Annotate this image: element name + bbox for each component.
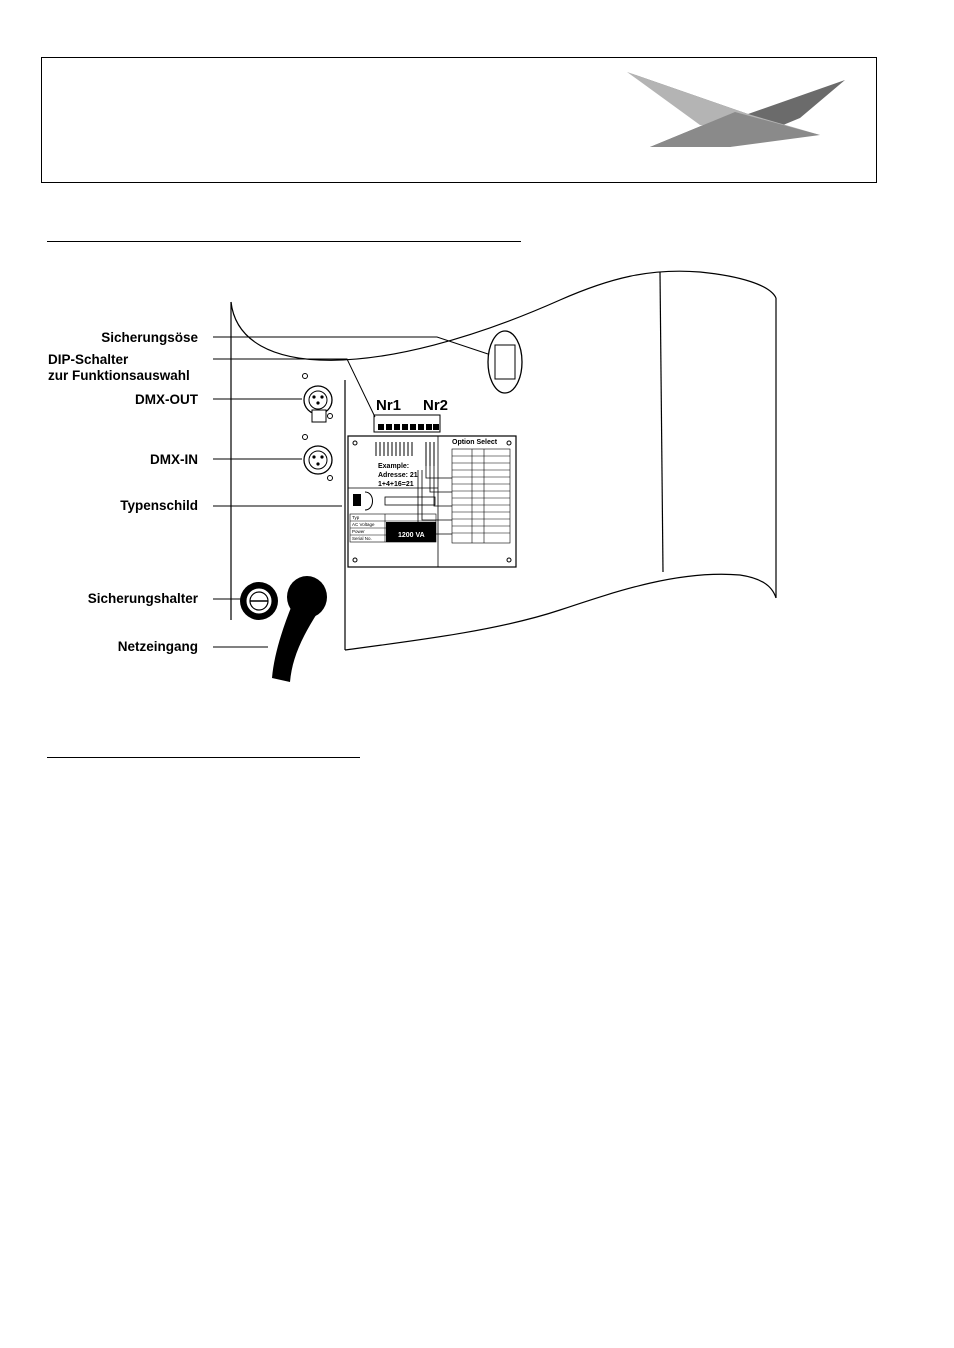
plate-row-power: Power [352,529,365,534]
plate-power-value: 1200 VA [398,532,425,539]
brand-logo-icon [627,72,845,147]
fuse-holder-icon [240,582,278,620]
example-text-3: 1+4+16=21 [378,481,414,488]
type-plate [348,436,516,567]
power-cable-icon [272,576,327,682]
label-dip-switch-1: DIP-Schalter [48,352,129,367]
example-text-2: Adresse: 21 [378,472,418,479]
dmx-out-connector-icon [303,374,333,423]
fuse-eyelet-icon [488,331,522,393]
example-text-1: Example: [378,463,410,470]
dip-switch-block[interactable] [374,415,440,432]
label-dip-switch-2: zur Funktionsauswahl [48,368,190,383]
plate-row-ac-voltage: AC Voltage [352,522,375,527]
dip-nr2-label: Nr2 [423,397,449,414]
label-dmx-out: DMX-OUT [135,392,198,407]
label-type-plate: Typenschild [120,498,198,513]
option-select-text: Option Select [452,439,498,446]
dip-nr1-label: Nr1 [376,397,402,414]
plate-row-serial: Serial No. [352,536,372,541]
label-dmx-in: DMX-IN [150,452,198,467]
label-fuse-eyelet: Sicherungsöse [101,330,198,345]
label-power-input: Netzeingang [117,639,198,654]
plate-row-typ: Typ [352,515,360,520]
label-fuse-holder: Sicherungshalter [87,591,198,606]
dmx-in-connector-icon [303,435,333,481]
